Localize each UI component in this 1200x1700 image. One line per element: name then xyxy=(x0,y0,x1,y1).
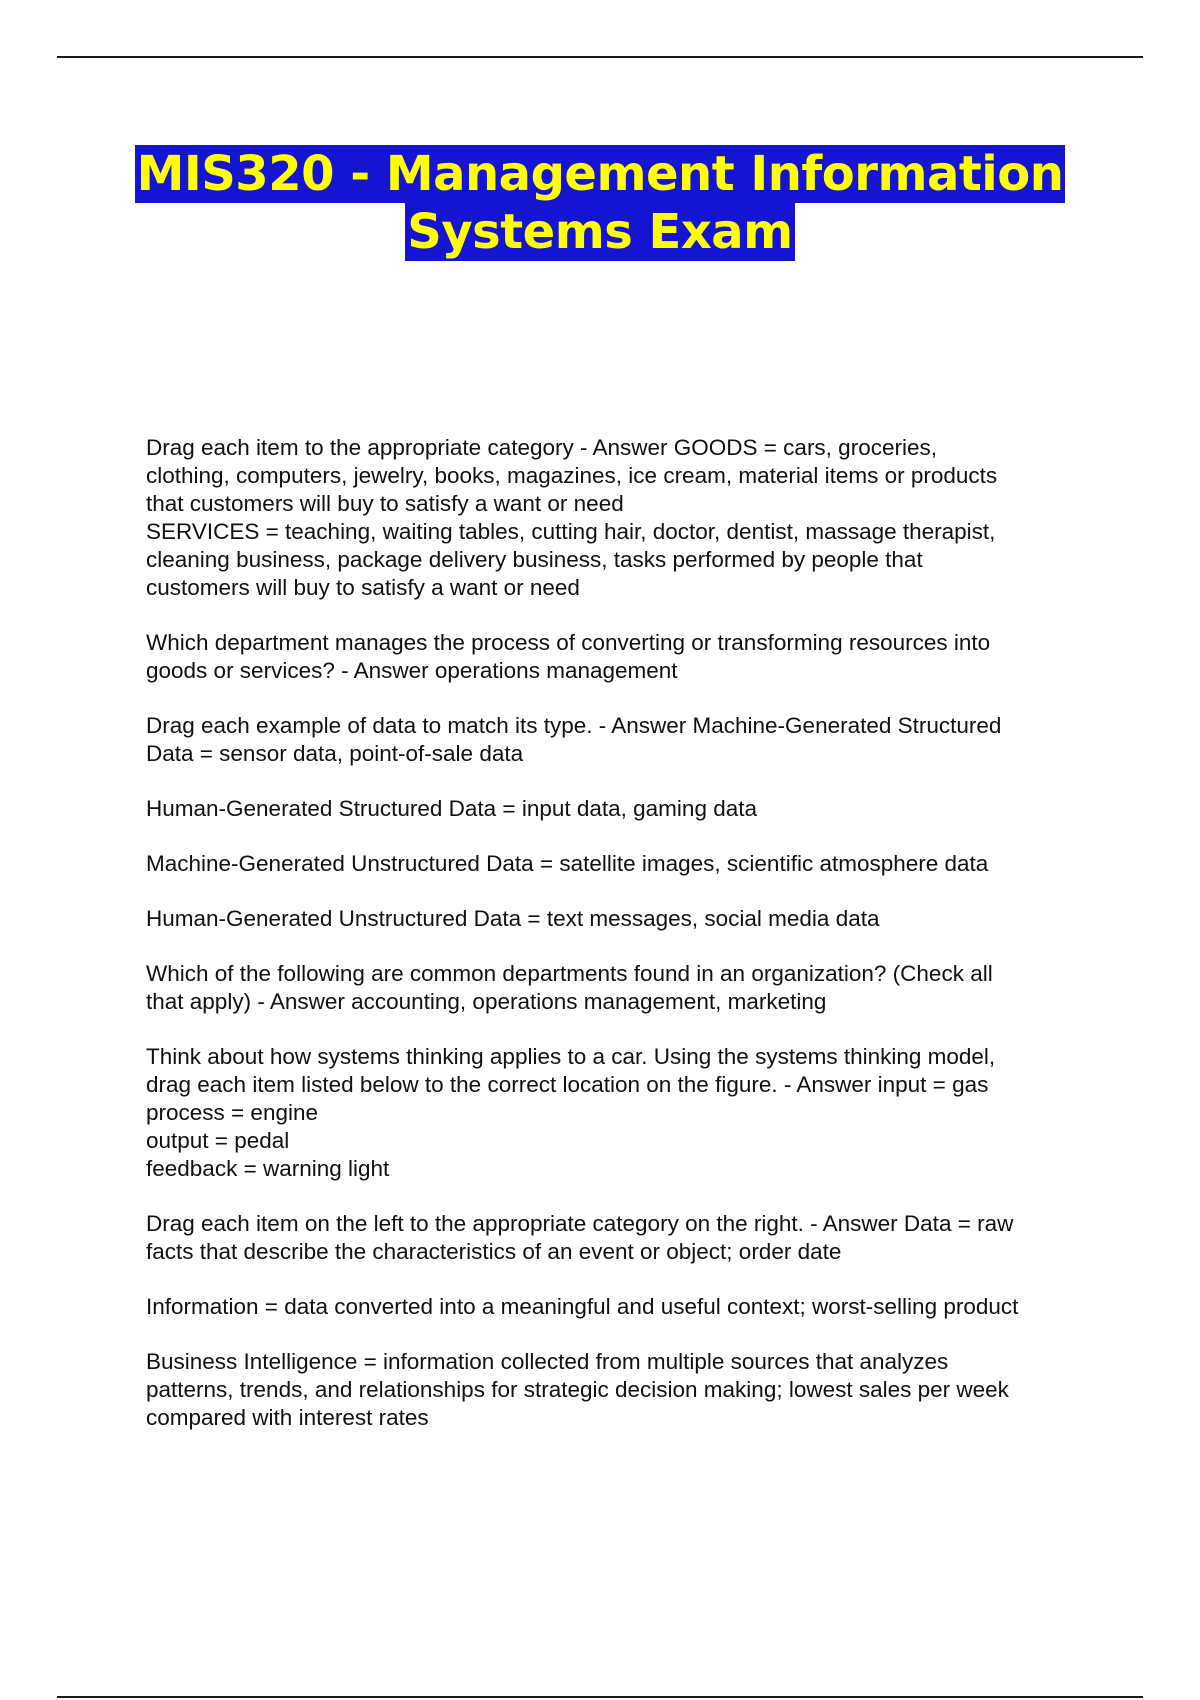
title-line-1: MIS320 - Management Information xyxy=(136,146,1064,202)
text-line: clothing, computers, jewelry, books, magazines, ice cream, material items or products xyxy=(146,463,998,488)
text-line: drag each item listed below to the correct location on the figure. - Answer input = gas xyxy=(146,1072,989,1097)
text-line: compared with interest rates xyxy=(146,1405,429,1430)
text-line: Data = sensor data, point-of-sale data xyxy=(146,741,524,766)
text-line: Business Intelligence = information collected from multiple sources that analyzes xyxy=(146,1349,949,1374)
qa-item-information xyxy=(146,1293,1096,1321)
qa-item-data-types xyxy=(146,712,1096,768)
text-line: SERVICES = teaching, waiting tables, cutting hair, doctor, dentist, massage therapist, xyxy=(146,519,996,544)
text-line: process = engine xyxy=(146,1100,318,1125)
text-line: Think about how systems thinking applies to a car. Using the systems thinking model, xyxy=(146,1044,996,1069)
top-rule xyxy=(57,56,1143,58)
text-line: that apply) - Answer accounting, operations management, marketing xyxy=(146,989,827,1014)
text-line: Drag each item to the appropriate category - Answer GOODS = cars, groceries, xyxy=(146,435,937,460)
text-line: that customers will buy to satisfy a want or need xyxy=(146,491,624,516)
text-line: cleaning business, package delivery business, tasks performed by people that xyxy=(146,547,923,572)
text-line: Machine-Generated Unstructured Data = satellite images, scientific atmosphere data xyxy=(146,851,989,876)
qa-item-departments xyxy=(146,960,1096,1016)
text-line: Human-Generated Unstructured Data = text messages, social media data xyxy=(146,906,880,931)
qa-item-machine-unstructured xyxy=(146,850,1096,878)
title-line-2: Systems Exam xyxy=(407,204,793,260)
text-line: customers will buy to satisfy a want or need xyxy=(146,575,580,600)
document-title xyxy=(0,145,1200,261)
bottom-rule xyxy=(57,1696,1143,1698)
qa-item-business-intelligence xyxy=(146,1348,1096,1432)
text-line: patterns, trends, and relationships for strategic decision making; lowest sales per week xyxy=(146,1377,1009,1402)
qa-item-systems-thinking xyxy=(146,1043,1096,1183)
qa-item-human-unstructured xyxy=(146,905,1096,933)
qa-item-data-definition xyxy=(146,1210,1096,1266)
text-line: feedback = warning light xyxy=(146,1156,390,1181)
qa-item-human-structured xyxy=(146,795,1096,823)
text-line: Which of the following are common departments found in an organization? (Check all xyxy=(146,961,993,986)
text-line: facts that describe the characteristics of an event or object; order date xyxy=(146,1239,842,1264)
text-line: Drag each example of data to match its type. - Answer Machine-Generated Structured xyxy=(146,713,1002,738)
text-line: Information = data converted into a meaningful and useful context; worst-selling product xyxy=(146,1294,1019,1319)
qa-item-goods-services xyxy=(146,434,1096,602)
text-line: Drag each item on the left to the appropriate category on the right. - Answer Data = raw xyxy=(146,1211,1014,1236)
text-line: Human-Generated Structured Data = input data, gaming data xyxy=(146,796,757,821)
text-line: Which department manages the process of converting or transforming resources into xyxy=(146,630,991,655)
qa-item-operations xyxy=(146,629,1096,685)
text-line: output = pedal xyxy=(146,1128,290,1153)
text-line: goods or services? - Answer operations management xyxy=(146,658,678,683)
qa-content xyxy=(146,434,1096,1459)
